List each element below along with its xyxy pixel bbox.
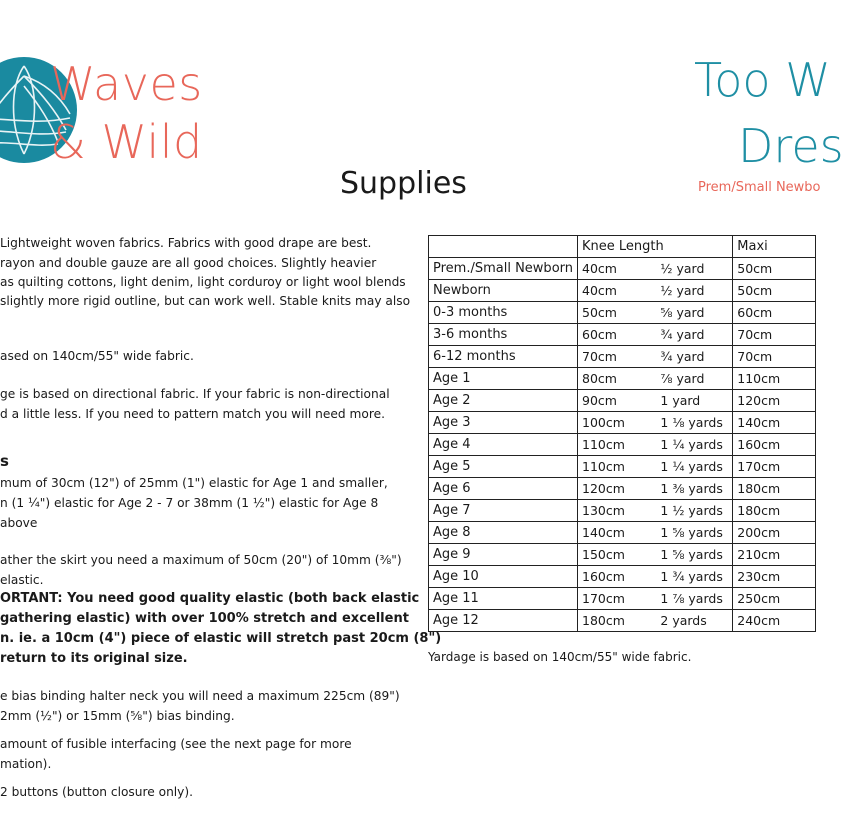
size-cell: Age 7	[429, 500, 578, 522]
table-row	[429, 434, 816, 456]
maxi-cm-cell: 210cm	[733, 544, 816, 566]
knee-yard-cell: 1 ¼ yards	[656, 456, 732, 478]
elastic-text-1: mum of 30cm (12") of 25mm (1") elastic for Age 1 and smaller,	[0, 476, 388, 490]
size-cell: 3-6 months	[429, 324, 578, 346]
knee-cm-cell: 130cm	[578, 500, 657, 522]
size-cell: Age 6	[429, 478, 578, 500]
size-cell: Age 2	[429, 390, 578, 412]
knee-cm-cell: 80cm	[578, 368, 657, 390]
knee-cm-cell: 140cm	[578, 522, 657, 544]
pattern-title-line2: Dres	[738, 119, 844, 173]
knee-yard-cell: 1 ⅛ yards	[656, 412, 732, 434]
knee-cm-cell: 150cm	[578, 544, 657, 566]
table-row	[429, 258, 816, 280]
yardage-table	[428, 235, 816, 632]
fabric-text-1: Lightweight woven fabrics. Fabrics with good drape are best.	[0, 236, 372, 250]
table-row	[429, 456, 816, 478]
fabric-text-3: as quilting cottons, light denim, light corduroy or light wool blends	[0, 275, 406, 289]
maxi-cm-cell: 140cm	[733, 412, 816, 434]
table-header-row	[429, 236, 816, 258]
knee-yard-cell: 1 ½ yards	[656, 500, 732, 522]
gather-text-1: ather the skirt you need a maximum of 50cm (20") of 10mm (⅜")	[0, 553, 402, 567]
table-row	[429, 302, 816, 324]
knee-cm-cell: 110cm	[578, 456, 657, 478]
knee-cm-cell: 90cm	[578, 390, 657, 412]
size-cell: Prem./Small Newborn	[429, 258, 578, 280]
pattern-subtitle: Prem/Small Newbo	[698, 180, 821, 195]
interfacing-text-1: amount of fusible interfacing (see the next page for more	[0, 737, 352, 751]
size-cell: 0-3 months	[429, 302, 578, 324]
knee-yard-cell: 1 ⅜ yards	[656, 478, 732, 500]
maxi-cm-cell: 50cm	[733, 258, 816, 280]
bias-text-2: 2mm (½") or 15mm (⅝") bias binding.	[0, 709, 235, 723]
size-cell: Age 3	[429, 412, 578, 434]
knee-cm-cell: 110cm	[578, 434, 657, 456]
maxi-cm-cell: 200cm	[733, 522, 816, 544]
fabric-text-4: slightly more rigid outline, but can work well. Stable knits may also	[0, 294, 411, 308]
size-cell: Age 11	[429, 588, 578, 610]
table-row	[429, 478, 816, 500]
brand-name-line2: & Wild	[50, 115, 203, 169]
size-cell: Newborn	[429, 280, 578, 302]
size-cell: Age 5	[429, 456, 578, 478]
size-cell: Age 12	[429, 610, 578, 632]
table-row	[429, 390, 816, 412]
knee-cm-cell: 40cm	[578, 258, 657, 280]
knee-cm-cell: 40cm	[578, 280, 657, 302]
knee-cm-cell: 60cm	[578, 324, 657, 346]
knee-yard-cell: ¾ yard	[656, 324, 732, 346]
maxi-cm-cell: 240cm	[733, 610, 816, 632]
table-row	[429, 610, 816, 632]
important-text-3: n. ie. a 10cm (4") piece of elastic will stretch past 20cm (8")	[0, 631, 442, 646]
header-knee-length: Knee Length	[578, 236, 733, 258]
table-row	[429, 412, 816, 434]
knee-cm-cell: 160cm	[578, 566, 657, 588]
important-text-2: gathering elastic) with over 100% stretch and excellent	[0, 611, 409, 626]
important-text-1: ORTANT: You need good quality elastic (both back elastic	[0, 591, 420, 606]
knee-cm-cell: 170cm	[578, 588, 657, 610]
maxi-cm-cell: 50cm	[733, 280, 816, 302]
notions-heading: s	[0, 452, 9, 470]
knee-yard-cell: 1 ¾ yards	[656, 566, 732, 588]
knee-yard-cell: 1 ⅝ yards	[656, 522, 732, 544]
size-cell: Age 1	[429, 368, 578, 390]
knee-yard-cell: 1 ⅝ yards	[656, 544, 732, 566]
size-cell: Age 9	[429, 544, 578, 566]
maxi-cm-cell: 60cm	[733, 302, 816, 324]
knee-yard-cell: 1 yard	[656, 390, 732, 412]
knee-yard-cell: 1 ⅞ yards	[656, 588, 732, 610]
pattern-title-line1: Too W	[694, 53, 831, 107]
fabric-width-note: ased on 140cm/55" wide fabric.	[0, 349, 194, 363]
table-row	[429, 324, 816, 346]
fabric-text-2: rayon and double gauze are all good choices. Slightly heavier	[0, 256, 377, 270]
table-row	[429, 522, 816, 544]
table-row	[429, 368, 816, 390]
knee-cm-cell: 50cm	[578, 302, 657, 324]
maxi-cm-cell: 230cm	[733, 566, 816, 588]
maxi-cm-cell: 170cm	[733, 456, 816, 478]
knee-yard-cell: ½ yard	[656, 280, 732, 302]
maxi-cm-cell: 180cm	[733, 500, 816, 522]
maxi-cm-cell: 160cm	[733, 434, 816, 456]
size-cell: 6-12 months	[429, 346, 578, 368]
maxi-cm-cell: 70cm	[733, 324, 816, 346]
maxi-cm-cell: 70cm	[733, 346, 816, 368]
knee-cm-cell: 100cm	[578, 412, 657, 434]
table-note: Yardage is based on 140cm/55" wide fabric.	[428, 650, 692, 664]
gather-text-2: elastic.	[0, 573, 44, 587]
table-row	[429, 588, 816, 610]
important-text-4: return to its original size.	[0, 651, 188, 666]
elastic-text-3: above	[0, 516, 38, 530]
table-row	[429, 500, 816, 522]
maxi-cm-cell: 250cm	[733, 588, 816, 610]
maxi-cm-cell: 120cm	[733, 390, 816, 412]
interfacing-text-2: mation).	[0, 757, 52, 771]
header-maxi: Maxi	[733, 236, 816, 258]
header-size	[429, 236, 578, 258]
maxi-cm-cell: 180cm	[733, 478, 816, 500]
size-cell: Age 8	[429, 522, 578, 544]
knee-yard-cell: ¾ yard	[656, 346, 732, 368]
knee-yard-cell: ½ yard	[656, 258, 732, 280]
maxi-cm-cell: 110cm	[733, 368, 816, 390]
table-row	[429, 566, 816, 588]
table-row	[429, 544, 816, 566]
buttons-text: 2 buttons (button closure only).	[0, 785, 194, 799]
brand-name-line1: Waves	[50, 57, 203, 111]
knee-yard-cell: 1 ¼ yards	[656, 434, 732, 456]
table-row	[429, 280, 816, 302]
knee-cm-cell: 180cm	[578, 610, 657, 632]
knee-yard-cell: ⅞ yard	[656, 368, 732, 390]
page-title: Supplies	[340, 166, 467, 201]
table-row	[429, 346, 816, 368]
size-cell: Age 10	[429, 566, 578, 588]
knee-yard-cell: ⅝ yard	[656, 302, 732, 324]
knee-cm-cell: 120cm	[578, 478, 657, 500]
bias-text-1: e bias binding halter neck you will need a maximum 225cm (89")	[0, 689, 400, 703]
size-cell: Age 4	[429, 434, 578, 456]
directional-note-1: ge is based on directional fabric. If your fabric is non-directional	[0, 387, 390, 401]
knee-yard-cell: 2 yards	[656, 610, 732, 632]
elastic-text-2: n (1 ¼") elastic for Age 2 - 7 or 38mm (1 ½") elastic for Age 8	[0, 496, 379, 510]
directional-note-2: d a little less. If you need to pattern match you will need more.	[0, 407, 385, 421]
knee-cm-cell: 70cm	[578, 346, 657, 368]
